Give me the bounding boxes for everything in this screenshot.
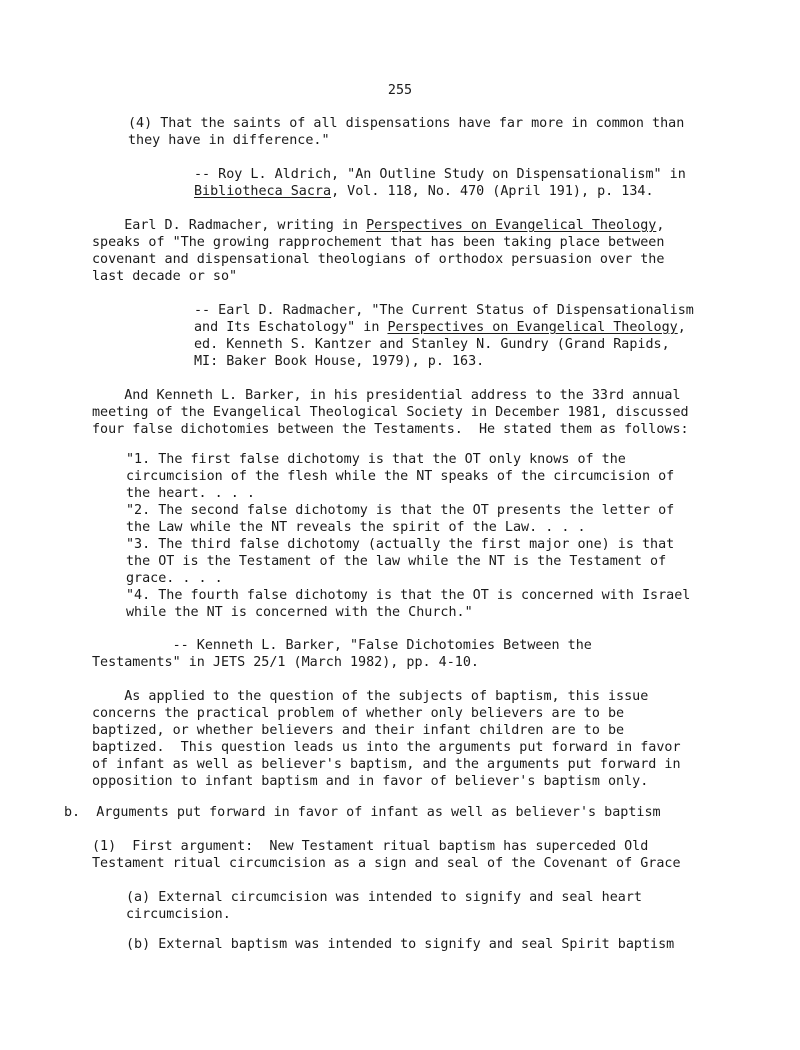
paragraph-barker: And Kenneth L. Barker, in his presidential address to the 33rd annual meeting of the Evangelical Theological Society in December 1981, discussed four false dichotomies between the Testaments. He stated them as follows: <box>92 388 689 437</box>
book-title: Perspectives on Evangelical Theology <box>366 218 657 233</box>
first-argument: (1) First argument: New Testament ritual baptism has superceded Old Testament ritual circumcision as a sign and seal of the Covenant of Grace <box>92 839 681 871</box>
citation-aldrich: -- Roy L. Aldrich, "An Outline Study on Dispensationalism" in Bibliotheca Sacra, Vol. 118, No. 470 (April 191), p. 134. <box>194 167 686 199</box>
book-title: Perspectives on Evangelical Theology <box>387 320 678 335</box>
quote-aldrich: (4) That the saints of all dispensations have far more in common than they have in difference." <box>128 116 685 148</box>
paragraph-radmacher: Earl D. Radmacher, writing in Perspectives on Evangelical Theology, speaks of "The growing rapprochement that has been taking place between covenant and dispensational theologians of orthodox persuasion over the last decade or so" <box>92 218 665 284</box>
page-number: 255 <box>387 83 413 98</box>
paragraph-baptism: As applied to the question of the subjects of baptism, this issue concerns the practical problem of whether only believers are to be baptized, or whether believers and their infant children are to be baptized. This question leads us into the arguments put forward in favor of infant as well as believer's baptism, and the arguments put forward in opposition to infant baptism and in favor of believer's baptism only. <box>92 689 681 789</box>
item-a: (a) External circumcision was intended to signify and seal heart circumcision. <box>126 890 642 922</box>
citation-radmacher: -- Earl D. Radmacher, "The Current Status of Dispensationalism and Its Eschatology" in Perspectives on Evangelical Theology, ed. Kenneth S. Kantzer and Stanley N. Gundry (Grand Rapids, MI: Baker Book House, 1979), p. 163. <box>194 303 694 369</box>
quote-barker-dichotomies: "1. The first false dichotomy is that the OT only knows of the circumcision of the flesh while the NT speaks of the circumcision of the heart. . . . "2. The second false dichotomy is that the OT presents the letter of the Law while the NT reveals the spirit of the Law. . . . "3. The third false dichotomy (actually the first major one) is that the OT is the Testament of the law while the NT is the Testament of grace. . . . "4. The fourth false dichotomy is that the OT is concerned with Israel while the NT is concerned with the Church." <box>126 452 691 620</box>
citation-barker: -- Kenneth L. Barker, "False Dichotomies Between the Testaments" in JETS 25/1 (March 1982), pp. 4-10. <box>92 638 592 670</box>
section-heading-b: b. Arguments put forward in favor of infant as well as believer's baptism <box>64 805 661 820</box>
journal-title: Bibliotheca Sacra <box>194 184 332 199</box>
item-b: (b) External baptism was intended to signify and seal Spirit baptism <box>126 937 675 952</box>
